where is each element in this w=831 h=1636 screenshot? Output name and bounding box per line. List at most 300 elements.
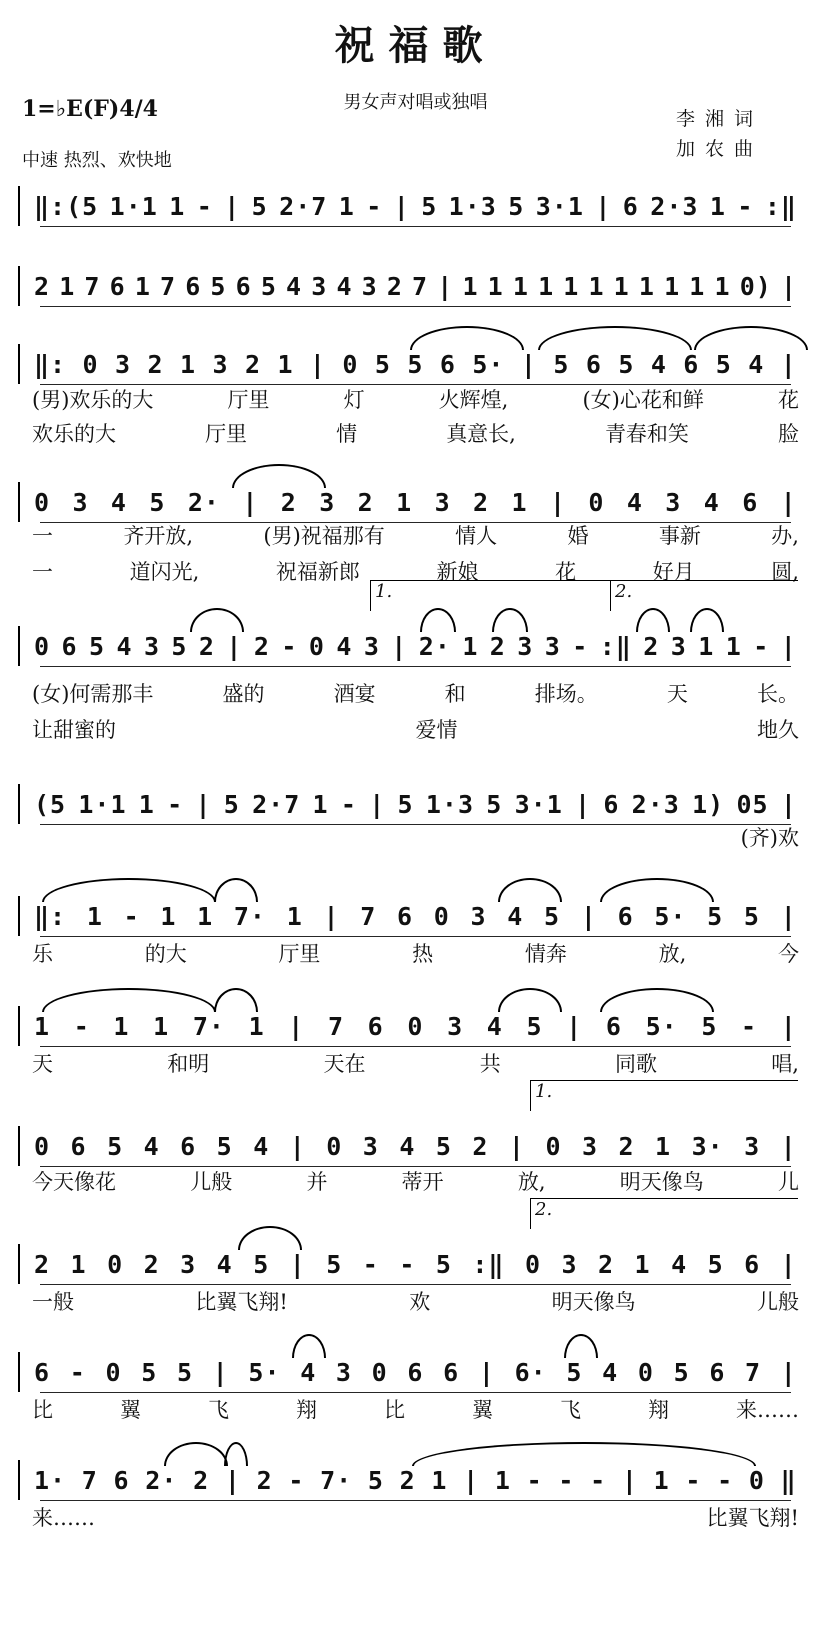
note: 6 xyxy=(585,349,602,379)
note-row xyxy=(34,1126,797,1166)
lyric-word: 灯 xyxy=(343,388,365,412)
barline: | xyxy=(621,1465,638,1495)
lyric-row-1 xyxy=(18,384,813,414)
note: - xyxy=(340,789,357,819)
lyric-word: 脸 xyxy=(778,422,799,446)
staff-left-barline xyxy=(18,344,20,384)
lyric-row-1 xyxy=(18,1048,813,1078)
note: 6 xyxy=(443,1357,460,1387)
note: 3 xyxy=(470,901,487,931)
staff-left-barline xyxy=(18,1006,20,1046)
note: 1 xyxy=(462,631,479,661)
note: 2 xyxy=(386,271,403,301)
barline: ‖ xyxy=(780,1465,797,1495)
note: 3 xyxy=(665,487,682,517)
note: 2 xyxy=(143,1249,160,1279)
beam-underline xyxy=(40,306,791,307)
staff-left-barline xyxy=(18,482,20,522)
staff-left-barline xyxy=(18,1244,20,1284)
note: 0 xyxy=(105,1357,122,1387)
note: 5 xyxy=(141,1357,158,1387)
note: 0 xyxy=(82,349,99,379)
note: 1 xyxy=(588,271,605,301)
staff-line-8 xyxy=(18,1006,813,1046)
note: 1·3 xyxy=(448,191,497,221)
note: 4 xyxy=(336,631,353,661)
note: 3 xyxy=(447,1011,464,1041)
note: 2· xyxy=(418,631,451,661)
barline: | xyxy=(780,487,797,517)
lyric-word: 比 xyxy=(384,1398,405,1422)
note: 6· xyxy=(514,1357,547,1387)
lyric-row-2 xyxy=(18,418,813,448)
note: 5 xyxy=(326,1249,343,1279)
note-row xyxy=(34,266,797,306)
lyric-word: 来…… xyxy=(32,1506,95,1530)
lyric-word: 厅里 xyxy=(227,388,270,412)
note: 7 xyxy=(745,1357,762,1387)
barline: ‖:(5 xyxy=(34,191,99,221)
note: 2 xyxy=(598,1249,615,1279)
beam-underline xyxy=(40,1392,791,1393)
barline: | xyxy=(212,1357,229,1387)
beam-underline xyxy=(40,226,791,227)
note: 0 xyxy=(326,1131,343,1161)
lyric-word: 厅里 xyxy=(278,942,321,966)
note: 3 xyxy=(319,487,336,517)
note: - xyxy=(558,1465,575,1495)
lyric-word: 今天像花 xyxy=(32,1170,116,1194)
barline: | xyxy=(780,1357,797,1387)
barline: | xyxy=(463,1465,480,1495)
lyric-word: 翔 xyxy=(648,1398,669,1422)
note: 6 xyxy=(617,901,634,931)
note: 1 xyxy=(487,271,504,301)
note: 2 xyxy=(357,487,374,517)
note: 1·3 xyxy=(425,789,474,819)
note: 3 xyxy=(361,271,378,301)
note: 1) xyxy=(692,789,725,819)
note: 1 xyxy=(538,271,555,301)
note: 5 xyxy=(171,631,188,661)
slur xyxy=(538,326,692,350)
note: 3 xyxy=(517,631,534,661)
note: - xyxy=(196,191,213,221)
note: 5 xyxy=(253,1249,270,1279)
slur xyxy=(214,988,258,1012)
staff-line-10 xyxy=(18,1199,813,1284)
note: 6 xyxy=(603,789,620,819)
note: 1·1 xyxy=(78,789,127,819)
note: 4 xyxy=(110,487,127,517)
note: 0 xyxy=(748,1465,765,1495)
note: 7· xyxy=(192,1011,225,1041)
lyric-word: 婚 xyxy=(567,524,589,548)
note: 1 xyxy=(113,1011,130,1041)
note: 6 xyxy=(742,487,759,517)
note: 1 xyxy=(86,901,103,931)
lyric-word: (女)何需那丰 xyxy=(32,682,154,706)
note: 5 xyxy=(260,271,277,301)
lyric-row-1 xyxy=(18,822,813,852)
note: 4 xyxy=(286,271,303,301)
note: - xyxy=(362,1249,379,1279)
note: 3 xyxy=(72,487,89,517)
note: 5 xyxy=(107,1131,124,1161)
lyric-word: 同歌 xyxy=(615,1052,657,1076)
note: 3·1 xyxy=(514,789,563,819)
note: 2 xyxy=(244,349,262,379)
note-row xyxy=(34,1244,797,1284)
note: - xyxy=(717,1465,734,1495)
barline: | xyxy=(437,271,454,301)
staff-line-2 xyxy=(18,266,813,306)
lyric-row-1 xyxy=(18,938,813,968)
note: 0 xyxy=(308,631,325,661)
note: 5 xyxy=(176,1357,193,1387)
lyric-word: 事新 xyxy=(658,524,701,548)
note: 2 xyxy=(399,1465,416,1495)
slur xyxy=(42,878,216,902)
beam-underline xyxy=(40,1046,791,1047)
note-row xyxy=(34,344,797,384)
barline: | xyxy=(393,191,410,221)
note: 4 xyxy=(626,487,643,517)
note: - xyxy=(685,1465,702,1495)
lyric-word: 飞 xyxy=(208,1398,229,1422)
barline: | xyxy=(780,1131,797,1161)
slur xyxy=(564,1334,598,1358)
note: 05 xyxy=(736,789,769,819)
note: 7 xyxy=(327,1011,345,1041)
note: 7 xyxy=(412,271,429,301)
note: 5 xyxy=(544,901,561,931)
note-row xyxy=(34,1352,797,1392)
note: 6 xyxy=(109,271,126,301)
lyric-row-1 xyxy=(18,678,813,708)
lyric-word: 一 xyxy=(32,560,53,584)
barline: | xyxy=(780,901,797,931)
note: 2 xyxy=(280,487,297,517)
lyric-word: 花 xyxy=(777,388,799,412)
staff-line-1 xyxy=(18,186,813,226)
note: 1 xyxy=(179,349,197,379)
note: 6 xyxy=(396,901,414,931)
lyric-word: 地久 xyxy=(757,718,799,742)
staff-left-barline xyxy=(18,784,20,824)
note: 5 xyxy=(149,487,166,517)
note: 2· xyxy=(187,487,220,517)
barline: | xyxy=(309,349,326,379)
slur xyxy=(600,878,714,902)
barline: | xyxy=(242,487,259,517)
lyric-word: 道闪光, xyxy=(129,560,200,584)
barline: | xyxy=(226,631,243,661)
note: 6 xyxy=(180,1131,197,1161)
volta-bracket: 2. xyxy=(610,580,798,611)
note: 2·7 xyxy=(252,789,301,819)
note: 5 xyxy=(421,191,438,221)
barline: | xyxy=(520,349,537,379)
note: 6 xyxy=(605,1011,622,1041)
note: 3 xyxy=(544,631,561,661)
note: 1· xyxy=(34,1465,67,1495)
note: 0 xyxy=(107,1249,124,1279)
note: 2·7 xyxy=(279,191,328,221)
note: 6 xyxy=(70,1131,87,1161)
lyric-word: 来…… xyxy=(736,1398,799,1422)
note: 1 xyxy=(494,1465,511,1495)
volta-bracket: 2. xyxy=(530,1198,798,1229)
note: 3 xyxy=(335,1357,352,1387)
slur xyxy=(420,608,456,632)
note: 1 xyxy=(286,901,303,931)
note: 1 xyxy=(563,271,580,301)
note: 5 xyxy=(526,1011,543,1041)
note: 3 xyxy=(362,1131,379,1161)
note: 5· xyxy=(472,349,505,379)
lyric-word: 天 xyxy=(666,682,688,706)
note: 6 xyxy=(744,1249,761,1279)
note: (5 xyxy=(34,789,67,819)
note: - xyxy=(572,631,589,661)
note: 0 xyxy=(588,487,605,517)
note: 1 xyxy=(512,271,529,301)
lyric-word: 情 xyxy=(336,422,358,446)
lyric-word: 一般 xyxy=(32,1290,74,1314)
note: 6 xyxy=(34,1357,51,1387)
note: - xyxy=(281,631,298,661)
note: 0 xyxy=(34,631,51,661)
note: 7 xyxy=(360,901,377,931)
note: 2 xyxy=(643,631,660,661)
barline: | xyxy=(224,191,241,221)
barline: | xyxy=(478,1357,495,1387)
note: - xyxy=(590,1465,607,1495)
note: 1 xyxy=(698,631,715,661)
note: 3 xyxy=(744,1131,761,1161)
note: 7 xyxy=(160,271,177,301)
staff-left-barline xyxy=(18,1460,20,1500)
note: 6 xyxy=(113,1465,130,1495)
lyric-word: 情奔 xyxy=(524,942,567,966)
note: 5 xyxy=(374,349,391,379)
lyric-word: 热 xyxy=(412,942,434,966)
lyric-word: 爱情 xyxy=(415,718,458,742)
note: 4 xyxy=(703,487,720,517)
lyric-word: 好月 xyxy=(652,560,695,584)
note: 6 xyxy=(709,1357,726,1387)
note: 2 xyxy=(618,1131,635,1161)
note: 2·3 xyxy=(650,191,699,221)
slur xyxy=(498,988,562,1012)
note: - xyxy=(753,631,770,661)
note: 2 xyxy=(253,631,270,661)
lyric-word: 祝福新郎 xyxy=(275,560,360,584)
staff-left-barline xyxy=(18,186,20,226)
note: 6 xyxy=(367,1011,384,1041)
lyric-word: 和明 xyxy=(167,1052,210,1076)
slur xyxy=(42,988,216,1012)
note: - xyxy=(73,1011,90,1041)
note: 7· xyxy=(233,901,266,931)
lyric-word: 的大 xyxy=(144,942,187,966)
note: 6 xyxy=(683,349,700,379)
note: 1 xyxy=(59,271,76,301)
lyric-word: 厅里 xyxy=(205,422,248,446)
lyric-word: 今 xyxy=(778,942,799,966)
barline: | xyxy=(224,1465,241,1495)
note: 3 xyxy=(143,631,160,661)
barline: :‖ xyxy=(764,191,797,221)
slur xyxy=(232,464,326,488)
note: 4 xyxy=(216,1249,233,1279)
note: 0 xyxy=(637,1357,654,1387)
barline: | xyxy=(595,191,612,221)
staff-line-3 xyxy=(18,344,813,384)
song-subtitle: 男女声对唱或独唱 xyxy=(343,92,488,113)
lyric-row-1 xyxy=(18,1502,813,1532)
note: 2 xyxy=(193,1465,210,1495)
note: 6 xyxy=(61,631,78,661)
lyric-word: 青春和笑 xyxy=(604,422,689,446)
note: 5· xyxy=(248,1357,281,1387)
note: 1 xyxy=(511,487,528,517)
note: 3 xyxy=(212,349,229,379)
lyric-word: 齐开放, xyxy=(123,524,194,548)
note: 3· xyxy=(691,1131,724,1161)
note: 3·1 xyxy=(535,191,584,221)
note: 5 xyxy=(251,191,268,221)
note: 3 xyxy=(180,1249,197,1279)
note: 3 xyxy=(311,271,328,301)
barline: :‖ xyxy=(599,631,632,661)
note-row xyxy=(34,896,797,936)
staff-line-12 xyxy=(18,1460,813,1500)
slur xyxy=(636,608,670,632)
note: 4 xyxy=(143,1131,160,1161)
staff-left-barline xyxy=(18,1352,20,1392)
lyric-word: 天在 xyxy=(323,1052,366,1076)
slur xyxy=(214,878,258,902)
lyric-word: 翔 xyxy=(296,1398,317,1422)
note-row xyxy=(34,1460,797,1500)
lyric-word: 比翼飞翔! xyxy=(195,1290,288,1314)
note: 2 xyxy=(198,631,215,661)
lyric-word: 排场。 xyxy=(534,682,598,706)
lyric-row-1 xyxy=(18,520,813,550)
lyric-word: 欢 xyxy=(409,1290,431,1314)
note: 5 xyxy=(566,1357,583,1387)
note: 2 xyxy=(489,631,506,661)
note: 0 xyxy=(34,1131,51,1161)
note: - xyxy=(737,191,754,221)
note: 5 xyxy=(397,789,414,819)
composer-credit: 加农曲 xyxy=(676,138,764,160)
note: 5 xyxy=(216,1131,233,1161)
barline: | xyxy=(391,631,408,661)
beam-underline xyxy=(40,1500,791,1501)
note: - xyxy=(123,901,140,931)
note: 0 xyxy=(545,1131,562,1161)
note: 5 xyxy=(618,349,635,379)
note: 4 xyxy=(671,1249,688,1279)
lyricist-credit: 李湘词 xyxy=(676,108,764,130)
note: 4 xyxy=(116,631,133,661)
lyric-word: 一 xyxy=(32,524,53,548)
note: 0 xyxy=(34,487,51,517)
note-row xyxy=(34,482,797,522)
note: 1 xyxy=(664,271,681,301)
lyric-word: 明天像鸟 xyxy=(551,1290,636,1314)
key-signature: 1=♭E(F)4/4 xyxy=(22,96,158,122)
barline: | xyxy=(780,1249,797,1279)
barline: ‖: xyxy=(34,901,67,931)
barline: | xyxy=(780,271,797,301)
note: 7 xyxy=(84,271,101,301)
lyric-word: 唱, xyxy=(771,1052,799,1076)
lyric-word: 真意长, xyxy=(446,422,516,446)
note: 4 xyxy=(486,1011,503,1041)
lyric-word: 让甜蜜的 xyxy=(32,718,116,742)
note: 1 xyxy=(338,191,355,221)
note: - xyxy=(366,191,383,221)
note: 1 xyxy=(689,271,706,301)
note: 6 xyxy=(439,349,456,379)
lyric-word: (男)祝福那有 xyxy=(263,524,385,548)
barline: | xyxy=(288,1011,305,1041)
note: 0 xyxy=(524,1249,542,1279)
note-row xyxy=(34,626,797,666)
note: 3 xyxy=(434,487,451,517)
note: 0 xyxy=(407,1011,424,1041)
lyric-row-2 xyxy=(18,714,813,744)
note: 1 xyxy=(431,1465,448,1495)
barline: | xyxy=(780,349,797,379)
slur xyxy=(190,608,244,632)
note: 3 xyxy=(561,1249,578,1279)
slur xyxy=(224,1442,248,1466)
barline: ‖: xyxy=(34,349,67,379)
staff-line-4 xyxy=(18,482,813,522)
note: 1 xyxy=(634,1249,651,1279)
lyric-word: 酒宴 xyxy=(333,682,376,706)
note: - xyxy=(167,789,184,819)
lyric-word: 儿般 xyxy=(756,1290,799,1314)
note: 1 xyxy=(462,271,479,301)
lyric-word: 比翼飞翔! xyxy=(706,1506,799,1530)
lyric-word: 长。 xyxy=(756,682,799,706)
staff-left-barline xyxy=(18,1126,20,1166)
volta-bracket: 1. xyxy=(530,1080,798,1111)
note: 2 xyxy=(34,271,51,301)
note: 0 xyxy=(342,349,359,379)
lyric-word: 盛的 xyxy=(222,682,265,706)
staff-left-barline xyxy=(18,896,20,936)
staff-line-9 xyxy=(18,1081,813,1166)
note: 5 xyxy=(367,1465,384,1495)
note: 1 xyxy=(248,1011,265,1041)
staff-line-11 xyxy=(18,1352,813,1392)
note: 4 xyxy=(507,901,524,931)
volta-bracket: 1. xyxy=(370,580,798,611)
note: 2 xyxy=(34,1249,51,1279)
note: 3 xyxy=(670,631,687,661)
note: 7· xyxy=(320,1465,353,1495)
note: 2·3 xyxy=(631,789,680,819)
note: 5 xyxy=(407,349,424,379)
note: 5 xyxy=(707,1249,724,1279)
